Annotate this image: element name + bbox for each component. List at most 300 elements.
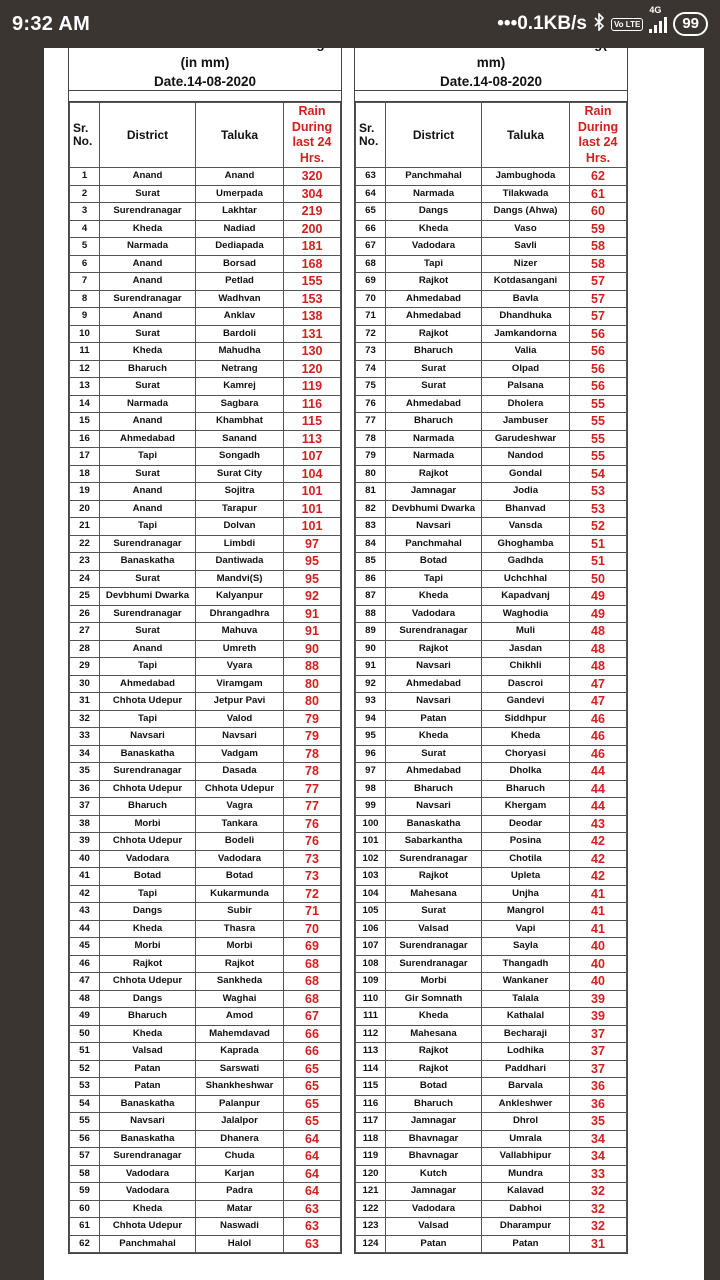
table-row: [356, 623, 627, 641]
table-row: [70, 238, 341, 256]
cell-sr-no: 87: [356, 588, 386, 606]
table-row: [356, 343, 627, 361]
cell-rain-value: 57: [570, 290, 627, 308]
cell-taluka: Nandod: [482, 448, 570, 466]
table-row: [70, 255, 341, 273]
cell-sr-no: 83: [356, 518, 386, 536]
cell-sr-no: 99: [356, 798, 386, 816]
table-row: [356, 1078, 627, 1096]
cell-rain-value: 153: [284, 290, 341, 308]
header-row: [356, 103, 627, 168]
cell-taluka: Patan: [482, 1235, 570, 1253]
cell-district: Banaskatha: [100, 745, 196, 763]
cell-district: Kheda: [386, 728, 482, 746]
cell-district: Kheda: [386, 1008, 482, 1026]
cell-rain-value: 219: [284, 203, 341, 221]
cell-rain-value: 58: [570, 238, 627, 256]
cell-district: Anand: [100, 308, 196, 326]
table-row: [356, 483, 627, 501]
cell-taluka: Kalyanpur: [196, 588, 284, 606]
cell-district: Vadodara: [386, 238, 482, 256]
table-row: [70, 658, 341, 676]
cell-sr-no: 11: [70, 343, 100, 361]
table-row: [356, 570, 627, 588]
cell-sr-no: 20: [70, 500, 100, 518]
cell-district: Bharuch: [386, 413, 482, 431]
rainfall-grid: [355, 102, 627, 1253]
cell-sr-no: 56: [70, 1130, 100, 1148]
cell-district: Vadodara: [386, 1200, 482, 1218]
cell-district: Rajkot: [386, 465, 482, 483]
cell-taluka: Palanpur: [196, 1095, 284, 1113]
cell-sr-no: 36: [70, 780, 100, 798]
table-row: [356, 850, 627, 868]
cell-taluka: Anand: [196, 168, 284, 186]
table-row: [356, 255, 627, 273]
cell-taluka: Becharaji: [482, 1025, 570, 1043]
cell-district: Chhota Udepur: [100, 833, 196, 851]
cell-taluka: Lakhtar: [196, 203, 284, 221]
cell-district: Botad: [100, 868, 196, 886]
cell-taluka: Dasada: [196, 763, 284, 781]
cell-taluka: Kathalal: [482, 1008, 570, 1026]
cell-taluka: Mahudha: [196, 343, 284, 361]
table-row: [356, 868, 627, 886]
cell-rain-value: 46: [570, 745, 627, 763]
cell-district: Narmada: [100, 238, 196, 256]
table-row: [70, 798, 341, 816]
table-row: [70, 1148, 341, 1166]
cell-district: Navsari: [386, 658, 482, 676]
cell-taluka: Dhrangadhra: [196, 605, 284, 623]
table-row: [356, 938, 627, 956]
cell-rain-value: 37: [570, 1025, 627, 1043]
cell-district: Ahmedabad: [386, 763, 482, 781]
table-row: [70, 1025, 341, 1043]
cell-taluka: Kamrej: [196, 378, 284, 396]
cell-district: Narmada: [100, 395, 196, 413]
table-row: [356, 955, 627, 973]
volte-icon: Vo LTE: [611, 18, 643, 31]
cell-rain-value: 42: [570, 868, 627, 886]
cell-taluka: Dhrol: [482, 1113, 570, 1131]
cell-district: Mahesana: [386, 1025, 482, 1043]
cell-sr-no: 38: [70, 815, 100, 833]
cell-district: Narmada: [386, 448, 482, 466]
cell-taluka: Dharampur: [482, 1218, 570, 1236]
title-text: (in mm): [180, 55, 230, 70]
cell-rain-value: 78: [284, 745, 341, 763]
table-row: [70, 640, 341, 658]
table-row: [70, 850, 341, 868]
cell-sr-no: 16: [70, 430, 100, 448]
cell-rain-value: 65: [284, 1095, 341, 1113]
cell-sr-no: 86: [356, 570, 386, 588]
cell-rain-value: 155: [284, 273, 341, 291]
cell-sr-no: 89: [356, 623, 386, 641]
cell-district: Kheda: [100, 1025, 196, 1043]
cell-taluka: Rajkot: [196, 955, 284, 973]
cell-taluka: Dabhoi: [482, 1200, 570, 1218]
cell-rain-value: 115: [284, 413, 341, 431]
cell-district: Surat: [100, 465, 196, 483]
table-row: [70, 203, 341, 221]
cell-taluka: Morbi: [196, 938, 284, 956]
cell-taluka: Jodia: [482, 483, 570, 501]
cell-sr-no: 70: [356, 290, 386, 308]
cell-rain-value: 69: [284, 938, 341, 956]
cell-sr-no: 120: [356, 1165, 386, 1183]
table-row: [356, 290, 627, 308]
cell-district: Dangs: [100, 990, 196, 1008]
cell-rain-value: 51: [570, 535, 627, 553]
cell-taluka: Jalalpor: [196, 1113, 284, 1131]
cell-taluka: Kaprada: [196, 1043, 284, 1061]
cell-taluka: Dolvan: [196, 518, 284, 536]
cell-rain-value: 36: [570, 1095, 627, 1113]
cell-rain-value: 71: [284, 903, 341, 921]
cell-rain-value: 79: [284, 710, 341, 728]
cell-sr-no: 46: [70, 955, 100, 973]
cell-rain-value: 56: [570, 360, 627, 378]
cell-district: Ahmedabad: [386, 675, 482, 693]
cell-sr-no: 101: [356, 833, 386, 851]
cell-district: Vadodara: [100, 1183, 196, 1201]
cell-district: Banaskatha: [100, 1130, 196, 1148]
cell-district: Banaskatha: [386, 815, 482, 833]
table-row: [356, 728, 627, 746]
cell-taluka: Bardoli: [196, 325, 284, 343]
table-row: [356, 780, 627, 798]
cell-sr-no: 42: [70, 885, 100, 903]
cell-rain-value: 73: [284, 850, 341, 868]
cell-taluka: Surat City: [196, 465, 284, 483]
cell-taluka: Nizer: [482, 255, 570, 273]
cell-sr-no: 71: [356, 308, 386, 326]
cell-district: Rajkot: [386, 1043, 482, 1061]
cell-taluka: Sanand: [196, 430, 284, 448]
cell-taluka: Jasdan: [482, 640, 570, 658]
cell-rain-value: 104: [284, 465, 341, 483]
table-date: Date.14-08-2020: [153, 74, 257, 89]
cell-taluka: Wadhvan: [196, 290, 284, 308]
cell-taluka: Bavla: [482, 290, 570, 308]
cell-taluka: Unjha: [482, 885, 570, 903]
cell-rain-value: 67: [284, 1008, 341, 1026]
cell-district: Anand: [100, 273, 196, 291]
cell-sr-no: 31: [70, 693, 100, 711]
cell-sr-no: 14: [70, 395, 100, 413]
table-row: [70, 920, 341, 938]
table-row: [70, 675, 341, 693]
cell-taluka: Waghodia: [482, 605, 570, 623]
table-row: [70, 745, 341, 763]
cell-rain-value: 48: [570, 623, 627, 641]
cell-taluka: Chikhli: [482, 658, 570, 676]
cell-district: Bharuch: [386, 343, 482, 361]
cell-taluka: Uchchhal: [482, 570, 570, 588]
cell-rain-value: 31: [570, 1235, 627, 1253]
cell-district: Surat: [386, 903, 482, 921]
col-taluka: Taluka: [482, 103, 570, 168]
cell-rain-value: 41: [570, 920, 627, 938]
cell-sr-no: 81: [356, 483, 386, 501]
table-body: [70, 168, 341, 1253]
battery-icon: 99: [673, 12, 708, 36]
cell-taluka: Muli: [482, 623, 570, 641]
cell-taluka: Vansda: [482, 518, 570, 536]
table-row: [356, 710, 627, 728]
cell-sr-no: 39: [70, 833, 100, 851]
cell-rain-value: 39: [570, 990, 627, 1008]
cell-taluka: Bhanvad: [482, 500, 570, 518]
table-row: [356, 1148, 627, 1166]
cell-sr-no: 92: [356, 675, 386, 693]
cell-sr-no: 9: [70, 308, 100, 326]
cell-rain-value: 131: [284, 325, 341, 343]
cell-sr-no: 55: [70, 1113, 100, 1131]
cell-district: Anand: [100, 483, 196, 501]
cell-rain-value: 130: [284, 343, 341, 361]
cell-taluka: Umrala: [482, 1130, 570, 1148]
table-row: [70, 1130, 341, 1148]
cell-taluka: Jambuser: [482, 413, 570, 431]
cell-sr-no: 57: [70, 1148, 100, 1166]
cell-sr-no: 33: [70, 728, 100, 746]
cell-sr-no: 74: [356, 360, 386, 378]
cell-district: Morbi: [100, 938, 196, 956]
cell-sr-no: 49: [70, 1008, 100, 1026]
cell-sr-no: 5: [70, 238, 100, 256]
table-row: [356, 920, 627, 938]
cell-district: Panchmahal: [386, 168, 482, 186]
table-row: [70, 1043, 341, 1061]
cell-rain-value: 50: [570, 570, 627, 588]
cell-sr-no: 50: [70, 1025, 100, 1043]
cell-sr-no: 117: [356, 1113, 386, 1131]
cell-rain-value: 90: [284, 640, 341, 658]
cell-rain-value: 46: [570, 710, 627, 728]
cell-district: Dangs: [100, 903, 196, 921]
cell-taluka: Ankleshwer: [482, 1095, 570, 1113]
table-row: [70, 290, 341, 308]
table-row: [70, 763, 341, 781]
cell-district: Tapi: [386, 255, 482, 273]
cell-rain-value: 44: [570, 763, 627, 781]
cell-taluka: Jetpur Pavi: [196, 693, 284, 711]
cell-district: Navsari: [386, 798, 482, 816]
cell-taluka: Dhanera: [196, 1130, 284, 1148]
cell-district: Kheda: [100, 920, 196, 938]
cell-district: Jamnagar: [386, 1113, 482, 1131]
cell-sr-no: 90: [356, 640, 386, 658]
table-date: Date.14-08-2020: [439, 74, 543, 89]
cell-taluka: Petlad: [196, 273, 284, 291]
cell-taluka: Valia: [482, 343, 570, 361]
cell-sr-no: 41: [70, 868, 100, 886]
cell-taluka: Kotdasangani: [482, 273, 570, 291]
table-row: [70, 1200, 341, 1218]
cell-district: Surendranagar: [100, 203, 196, 221]
cell-rain-value: 55: [570, 395, 627, 413]
cell-rain-value: 65: [284, 1060, 341, 1078]
cell-rain-value: 120: [284, 360, 341, 378]
col-sr-no: Sr. No.: [70, 103, 100, 168]
cell-rain-value: 113: [284, 430, 341, 448]
cell-rain-value: 77: [284, 798, 341, 816]
cell-sr-no: 102: [356, 850, 386, 868]
table-row: [356, 1095, 627, 1113]
cell-district: Vadodara: [100, 850, 196, 868]
cell-rain-value: 34: [570, 1148, 627, 1166]
cell-rain-value: 116: [284, 395, 341, 413]
cell-district: Surat: [100, 623, 196, 641]
table-row: [356, 658, 627, 676]
cell-rain-value: 62: [570, 168, 627, 186]
cell-district: Panchmahal: [100, 1235, 196, 1253]
cell-district: Morbi: [386, 973, 482, 991]
cell-taluka: Lodhika: [482, 1043, 570, 1061]
table-row: [356, 273, 627, 291]
cell-district: Rajkot: [386, 1060, 482, 1078]
header-row: [70, 103, 341, 168]
cell-rain-value: 44: [570, 798, 627, 816]
cell-district: Patan: [386, 710, 482, 728]
cell-taluka: Vagra: [196, 798, 284, 816]
cell-district: Morbi: [100, 815, 196, 833]
table-row: [70, 728, 341, 746]
cell-taluka: Kheda: [482, 728, 570, 746]
cell-rain-value: 37: [570, 1043, 627, 1061]
cell-district: Sabarkantha: [386, 833, 482, 851]
cell-sr-no: 23: [70, 553, 100, 571]
cell-rain-value: 42: [570, 833, 627, 851]
cell-district: Surendranagar: [386, 938, 482, 956]
cell-taluka: Vallabhipur: [482, 1148, 570, 1166]
table-row: [70, 780, 341, 798]
network-type: 4G: [649, 5, 662, 15]
cell-district: Anand: [100, 255, 196, 273]
cell-sr-no: 34: [70, 745, 100, 763]
rainfall-grid: [69, 102, 341, 1253]
cell-rain-value: 200: [284, 220, 341, 238]
cell-rain-value: 66: [284, 1025, 341, 1043]
cell-rain-value: 72: [284, 885, 341, 903]
cell-taluka: Songadh: [196, 448, 284, 466]
table-row: [356, 168, 627, 186]
cell-sr-no: 78: [356, 430, 386, 448]
cell-rain-value: 47: [570, 693, 627, 711]
cell-rain-value: 39: [570, 1008, 627, 1026]
cell-rain-value: 48: [570, 658, 627, 676]
cell-sr-no: 122: [356, 1200, 386, 1218]
cell-district: Banaskatha: [100, 553, 196, 571]
table-row: [70, 168, 341, 186]
cell-rain-value: 57: [570, 308, 627, 326]
cell-rain-value: 65: [284, 1078, 341, 1096]
cell-rain-value: 51: [570, 553, 627, 571]
cell-taluka: Matar: [196, 1200, 284, 1218]
cell-taluka: Dediapada: [196, 238, 284, 256]
network-speed: •••0.1KB/s: [497, 13, 587, 34]
bluetooth-icon: [593, 13, 605, 36]
cell-taluka: Nadiad: [196, 220, 284, 238]
table-row: [70, 483, 341, 501]
table-row: [70, 185, 341, 203]
table-row: [70, 535, 341, 553]
cell-rain-value: 54: [570, 465, 627, 483]
table-row: [356, 220, 627, 238]
table-row: [356, 395, 627, 413]
cell-rain-value: 79: [284, 728, 341, 746]
table-row: [70, 885, 341, 903]
cell-taluka: Olpad: [482, 360, 570, 378]
cell-sr-no: 110: [356, 990, 386, 1008]
cell-sr-no: 108: [356, 955, 386, 973]
cell-district: Surat: [386, 378, 482, 396]
cell-rain-value: 95: [284, 553, 341, 571]
table-row: [70, 448, 341, 466]
table-row: [356, 1218, 627, 1236]
cell-taluka: Mahuva: [196, 623, 284, 641]
cell-rain-value: 65: [284, 1113, 341, 1131]
cell-district: Anand: [100, 168, 196, 186]
cell-sr-no: 7: [70, 273, 100, 291]
cell-taluka: Shankheshwar: [196, 1078, 284, 1096]
cell-sr-no: 17: [70, 448, 100, 466]
cell-rain-value: 61: [570, 185, 627, 203]
signal-icon: [649, 5, 667, 33]
cell-sr-no: 119: [356, 1148, 386, 1166]
cell-district: Gir Somnath: [386, 990, 482, 1008]
table-row: [70, 990, 341, 1008]
cell-rain-value: 95: [284, 570, 341, 588]
cell-taluka: Chhota Udepur: [196, 780, 284, 798]
cell-taluka: Gondal: [482, 465, 570, 483]
cell-rain-value: 70: [284, 920, 341, 938]
cell-district: Chhota Udepur: [100, 693, 196, 711]
cell-rain-value: 138: [284, 308, 341, 326]
cell-rain-value: 64: [284, 1165, 341, 1183]
cell-sr-no: 30: [70, 675, 100, 693]
cell-taluka: Tarapur: [196, 500, 284, 518]
cell-taluka: Palsana: [482, 378, 570, 396]
cell-taluka: Siddhpur: [482, 710, 570, 728]
cell-rain-value: 68: [284, 990, 341, 1008]
cell-district: Chhota Udepur: [100, 1218, 196, 1236]
table-row: [356, 1165, 627, 1183]
cell-district: Rajkot: [386, 273, 482, 291]
table-body: [356, 168, 627, 1253]
cell-sr-no: 85: [356, 553, 386, 571]
cell-sr-no: 65: [356, 203, 386, 221]
cell-taluka: Chuda: [196, 1148, 284, 1166]
cell-district: Ahmedabad: [386, 395, 482, 413]
cell-district: Surendranagar: [100, 535, 196, 553]
cell-sr-no: 95: [356, 728, 386, 746]
cell-taluka: Dholera: [482, 395, 570, 413]
table-row: [70, 378, 341, 396]
cell-taluka: Vaso: [482, 220, 570, 238]
cell-district: Valsad: [100, 1043, 196, 1061]
table-row: [70, 955, 341, 973]
cell-district: Bhavnagar: [386, 1148, 482, 1166]
rainfall-table-left: [68, 32, 342, 1254]
table-row: [356, 1183, 627, 1201]
status-icons: [497, 5, 708, 36]
cell-district: Kutch: [386, 1165, 482, 1183]
cell-sr-no: 13: [70, 378, 100, 396]
